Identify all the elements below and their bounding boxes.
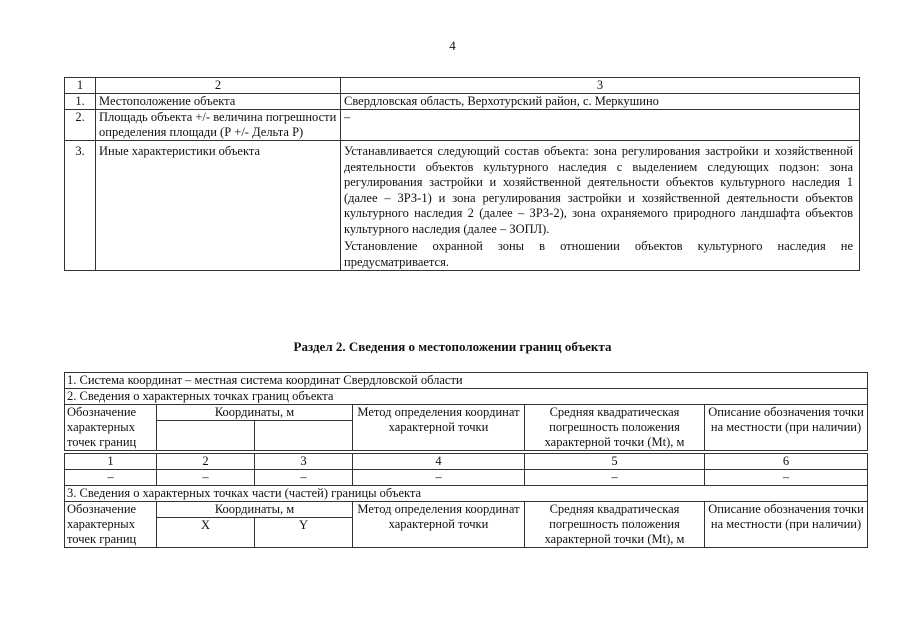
col-error-header: Средняя квадратическая погрешность положения характерной точки (Mt), м <box>525 405 705 451</box>
column-number: 1 <box>65 454 157 470</box>
row-value: Свердловская область, Верхотурский район, с. Меркушино <box>341 94 860 110</box>
subsection-heading: 2. Сведения о характерных точках границ объекта <box>65 389 868 405</box>
column-number: 4 <box>353 454 525 470</box>
col-error-header: Средняя квадратическая погрешность положения характерной точки (Mt), м <box>525 502 705 548</box>
row-label: Местоположение объекта <box>96 94 341 110</box>
row-label: Иные характеристики объекта <box>96 141 341 271</box>
column-number: 6 <box>705 454 868 470</box>
col-x-header: X <box>157 518 255 548</box>
column-number: 3 <box>255 454 353 470</box>
row-value-note: Установление охранной зоны в отношении объектов культурного наследия не предусматривается. <box>344 239 853 269</box>
table-row <box>65 94 860 110</box>
col-y-header: Y <box>255 518 353 548</box>
section-title: Раздел 2. Сведения о местоположении границ объекта <box>293 339 612 354</box>
col-method-header: Метод определения координат характерной точки <box>353 405 525 451</box>
cell: – <box>255 470 353 486</box>
col-x-header <box>157 421 255 451</box>
header-cell: 2 <box>96 78 341 94</box>
row-number: 3. <box>65 141 96 271</box>
column-numbers-row <box>65 454 868 470</box>
table-header-row <box>65 78 860 94</box>
table-row <box>65 470 868 486</box>
cell: – <box>65 470 157 486</box>
col-coords-header: Координаты, м <box>157 405 353 421</box>
coordinates-table <box>64 372 868 548</box>
cell: – <box>705 470 868 486</box>
row-value: – <box>341 110 860 141</box>
row-number: 2. <box>65 110 96 141</box>
column-number: 5 <box>525 454 705 470</box>
table-row <box>65 110 860 141</box>
row-number: 1. <box>65 94 96 110</box>
cell: – <box>157 470 255 486</box>
col-desc-header: Описание обозначения точки на местности (при наличии) <box>705 405 868 451</box>
header-cell: 3 <box>341 78 860 94</box>
subsection-heading: 3. Сведения о характерных точках части (частей) границы объекта <box>65 486 868 502</box>
col-point-header: Обозначение характерных точек границ <box>65 405 157 451</box>
col-desc-header: Описание обозначения точки на местности (при наличии) <box>705 502 868 548</box>
col-coords-header: Координаты, м <box>157 502 353 518</box>
table-row <box>65 141 860 271</box>
col-method-header: Метод определения координат характерной точки <box>353 502 525 548</box>
col-point-header: Обозначение характерных точек границ <box>65 502 157 548</box>
page-number: 4 <box>449 38 456 53</box>
cell: – <box>525 470 705 486</box>
header-cell: 1 <box>65 78 96 94</box>
coord-system-row: 1. Система координат – местная система координат Свердловской области <box>65 373 868 389</box>
cell: – <box>353 470 525 486</box>
object-characteristics-table <box>64 77 860 271</box>
row-value: Устанавливается следующий состав объекта: зона регулирования застройки и хозяйственной деятельности объектов культурного наследия с выделением следующих подзон: зона регулирования застройки и хозяйственной деятельности объектов культурного наследия 1 (далее – ЗРЗ-1) и зона регулирования застройки и хозяйственной деятельности объектов культурного наследия 2 (далее – ЗРЗ-2), зона охраняемого природного ландшафта объектов культурного наследия (далее – ЗОПЛ). <box>344 144 853 236</box>
col-y-header <box>255 421 353 451</box>
row-label: Площадь объекта +/- величина погрешности определения площади (Р +/- Дельта Р) <box>96 110 341 141</box>
column-number: 2 <box>157 454 255 470</box>
